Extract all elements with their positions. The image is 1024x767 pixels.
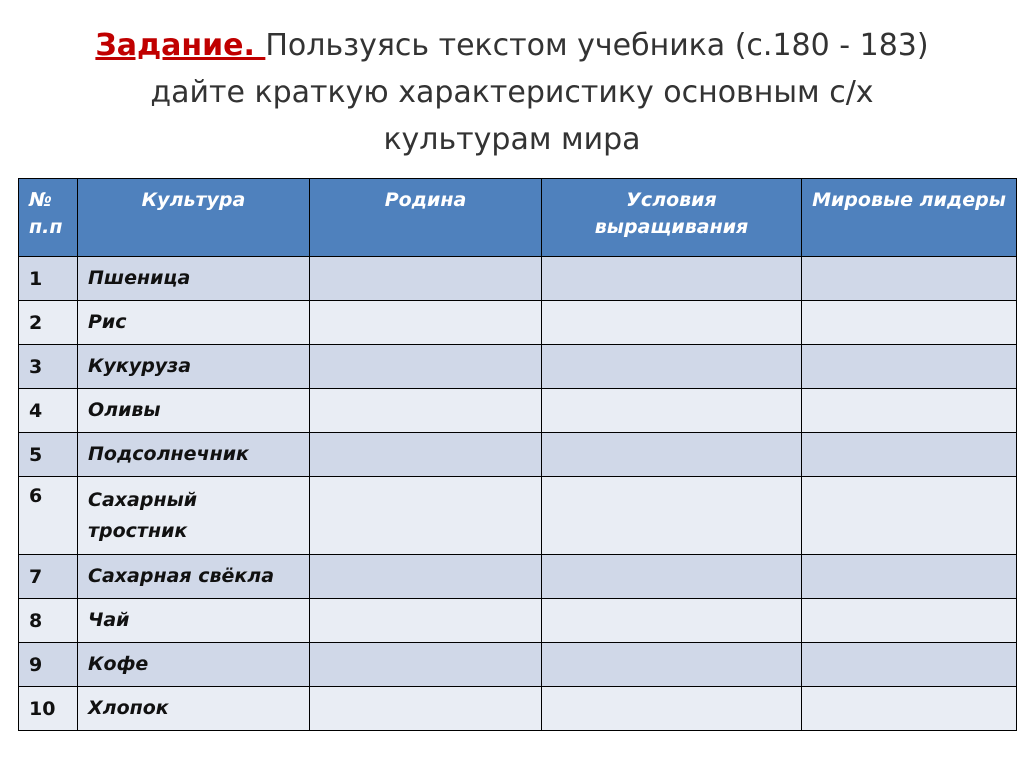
crop-name: Хлопок bbox=[78, 687, 310, 731]
conditions-cell[interactable] bbox=[542, 345, 802, 389]
crop-name: Оливы bbox=[78, 389, 310, 433]
origin-cell[interactable] bbox=[310, 345, 542, 389]
conditions-cell[interactable] bbox=[542, 433, 802, 477]
header-leaders: Мировые лидеры bbox=[802, 179, 1017, 257]
row-number: 10 bbox=[19, 687, 78, 731]
row-number: 1 bbox=[19, 257, 78, 301]
crop-name: Подсолнечник bbox=[78, 433, 310, 477]
leaders-cell[interactable] bbox=[802, 687, 1017, 731]
origin-cell[interactable] bbox=[310, 433, 542, 477]
header-crop: Культура bbox=[78, 179, 310, 257]
table-row bbox=[19, 599, 1017, 643]
conditions-cell[interactable] bbox=[542, 555, 802, 599]
crop-name: Пшеница bbox=[78, 257, 310, 301]
origin-cell[interactable] bbox=[310, 599, 542, 643]
leaders-cell[interactable] bbox=[802, 555, 1017, 599]
leaders-cell[interactable] bbox=[802, 433, 1017, 477]
leaders-cell[interactable] bbox=[802, 643, 1017, 687]
origin-cell[interactable] bbox=[310, 687, 542, 731]
conditions-cell[interactable] bbox=[542, 643, 802, 687]
conditions-cell[interactable] bbox=[542, 257, 802, 301]
leaders-cell[interactable] bbox=[802, 389, 1017, 433]
crop-name: Чай bbox=[78, 599, 310, 643]
row-number: 5 bbox=[19, 433, 78, 477]
crop-name: Сахарная свёкла bbox=[78, 555, 310, 599]
origin-cell[interactable] bbox=[310, 643, 542, 687]
row-number: 4 bbox=[19, 389, 78, 433]
table-row bbox=[19, 643, 1017, 687]
row-number: 3 bbox=[19, 345, 78, 389]
table-row bbox=[19, 433, 1017, 477]
row-number: 8 bbox=[19, 599, 78, 643]
leaders-cell[interactable] bbox=[802, 345, 1017, 389]
table-row bbox=[19, 477, 1017, 555]
crops-table bbox=[18, 178, 1017, 731]
table-row bbox=[19, 687, 1017, 731]
origin-cell[interactable] bbox=[310, 257, 542, 301]
leaders-cell[interactable] bbox=[802, 477, 1017, 555]
crop-name: Кукуруза bbox=[78, 345, 310, 389]
header-num: № п.п bbox=[19, 179, 78, 257]
header-origin: Родина bbox=[310, 179, 542, 257]
crop-name: Рис bbox=[78, 301, 310, 345]
table-header-row bbox=[19, 179, 1017, 257]
table-row bbox=[19, 301, 1017, 345]
table-row bbox=[19, 555, 1017, 599]
conditions-cell[interactable] bbox=[542, 687, 802, 731]
row-number: 2 bbox=[19, 301, 78, 345]
conditions-cell[interactable] bbox=[542, 477, 802, 555]
conditions-cell[interactable] bbox=[542, 389, 802, 433]
row-number: 9 bbox=[19, 643, 78, 687]
table-row bbox=[19, 345, 1017, 389]
leaders-cell[interactable] bbox=[802, 599, 1017, 643]
crop-name: Кофе bbox=[78, 643, 310, 687]
origin-cell[interactable] bbox=[310, 389, 542, 433]
conditions-cell[interactable] bbox=[542, 599, 802, 643]
leaders-cell[interactable] bbox=[802, 301, 1017, 345]
leaders-cell[interactable] bbox=[802, 257, 1017, 301]
origin-cell[interactable] bbox=[310, 555, 542, 599]
row-number: 6 bbox=[19, 477, 78, 555]
title-line-3: культурам мира bbox=[383, 122, 641, 157]
title-line-2: дайте краткую характеристику основным с/х bbox=[150, 75, 874, 110]
table-row bbox=[19, 389, 1017, 433]
row-number: 7 bbox=[19, 555, 78, 599]
slide-title bbox=[40, 22, 984, 163]
table-row bbox=[19, 257, 1017, 301]
task-label: Задание. bbox=[95, 28, 266, 63]
origin-cell[interactable] bbox=[310, 477, 542, 555]
origin-cell[interactable] bbox=[310, 301, 542, 345]
conditions-cell[interactable] bbox=[542, 301, 802, 345]
title-line-1: Пользуясь текстом учебника (с.180 - 183) bbox=[265, 28, 929, 63]
crop-name: Сахарный тростник bbox=[78, 477, 310, 555]
header-conditions: Условия выращивания bbox=[542, 179, 802, 257]
